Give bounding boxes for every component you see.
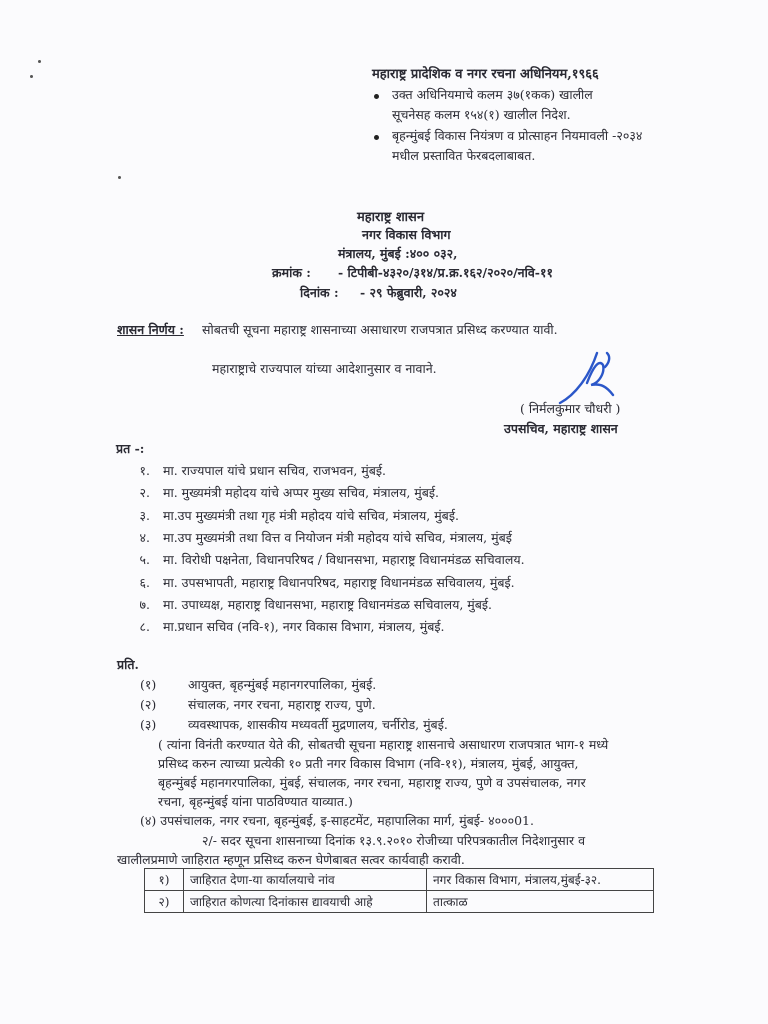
table-cell-number: २) [145,891,184,913]
copy-item-text: मा. उपसभापती, महाराष्ट्र विधानपरिषद, महाराष्ट्र विधानमंडळ सचिवालय, मुंबई. [163,574,515,590]
gov-name: महाराष्ट्र शासन [357,210,425,225]
table-cell-value: तात्काळ [427,891,654,913]
subject-bullet-2-line-1: बृहन्मुंबई विकास नियंत्रण व प्रोत्साहन नियमावली -२०३४ [392,128,643,143]
to-label: प्रति. [117,657,139,672]
table-cell-value: नगर विकास विभाग, मंत्रालय,मुंबई-३२. [427,869,654,891]
recipient-text: व्यवस्थापक, शासकीय मध्यवर्ती मुद्रणालय, चर्नीरोड, मुंबई. [188,717,448,732]
copy-item-text: मा. राज्यपाल यांचे प्रधान सचिव, राजभवन, मुंबई. [163,463,387,478]
department-name: नगर विकास विभाग [362,227,451,242]
recipient-number: (१) [140,677,157,692]
subject-title: महाराष्ट्र प्रादेशिक व नगर रचना अधिनियम,१९६६ [372,67,599,82]
note-line-1: ( त्यांना विनंती करण्यात येते की, सोबतची सूचना महाराष्ट्र शासनाचे असाधारण राजपत्रात भाग-१ मध्ये [158,737,609,752]
note-line-2: प्रसिध्द करुन त्याच्या प्रत्येकी १० प्रती नगर विकास विभाग (नवि-११), मंत्रालय, मुंबई, आयुक्त, [158,756,579,771]
decision-label: शासन निर्णय : [117,322,184,337]
recipient-number: (३) [140,717,157,732]
subject-bullet-1-line-1: उक्त अधिनियमाचे कलम ३७(१कक) खालील [392,87,593,102]
copy-item-number: ३. [139,507,150,523]
reference-label: क्रमांक : [272,265,311,280]
copy-item-number: ७. [139,596,150,612]
table-cell-label: जाहिरात कोणत्या दिनांकास द्यावयाची आहे [184,891,427,913]
reference-number: - टिपीबी-४३२०/३१४/प्र.क्र.१६२/२०२०/नवि-११ [338,265,553,280]
paragraph-2-line-1: २/- सदर सूचना शासनाच्या दिनांक १३.९.२०१० रोजीच्या परिपत्रकातील निदेशानुसार व [202,833,586,848]
copy-item-text: मा.प्रधान सचिव (नवि-१), नगर विकास विभाग, मंत्रालय, मुंबई. [163,619,445,635]
recipient-number: (२) [140,697,157,712]
copy-item-number: १. [139,463,150,478]
recipient-text: आयुक्त, बृहन्मुंबई महानगरपालिका, मुंबई. [188,677,377,692]
copy-item-number: २. [139,485,150,501]
recipient-text: संचालक, नगर रचना, महाराष्ट्र राज्य, पुणे. [188,697,376,712]
subject-bullet-1-line-2: सूचनेसह कलम १५४(१) खालील निदेश. [392,107,571,122]
table-row [145,869,654,891]
table-cell-number: १) [145,869,184,891]
copy-item-text: मा.उप मुख्यमंत्री तथा वित्त व नियोजन मंत्री महोदय यांचे सचिव, मंत्रालय, मुंबई [163,529,512,545]
subject-bullet-2-line-2: मधील प्रस्तावित फेरबदलाबाबत. [392,148,536,163]
copy-item-text: मा. विरोधी पक्षनेता, विधानपरिषद / विधानसभा, महाराष्ट्र विधानमंडळ सचिवालय. [163,552,525,568]
bullet-icon [374,135,379,140]
paragraph-2-line-2: खालीलप्रमाणे जाहिरात म्हणून प्रसिध्द करुन घेणेबाबत सत्वर कार्यवाही करावी. [117,852,465,867]
governor-order-line: महाराष्ट्राचे राज्यपाल यांच्या आदेशानुसार व नावाने. [212,361,437,376]
decision-text: सोबतची सूचना महाराष्ट्र शासनाच्या असाधारण राजपत्रात प्रसिध्द करण्यात यावी. [202,322,558,337]
signatory-name: ( निर्मलकुमार चौधरी ) [520,401,621,416]
table-cell-label: जाहिरात देणा-या कार्यालयाचे नांव [184,869,427,891]
copy-item-number: ५. [139,552,150,568]
copy-item-text: मा.उप मुख्यमंत्री तथा गृह मंत्री महोदय यांचे सचिव, मंत्रालय, मुंबई. [163,507,459,523]
copy-label: प्रत -: [116,441,145,456]
note-line-3: बृहन्मुंबई महानगरपालिका, मुंबई, संचालक, नगर रचना, महाराष्ट्र राज्य, पुणे व उपसंचालक, नगर [158,775,586,790]
copy-item-text: मा. उपाध्यक्ष, महाराष्ट्र विधानसभा, महाराष्ट्र विधानमंडळ सचिवालय, मुंबई. [163,596,493,612]
table-row [145,891,654,913]
scan-speck [118,176,121,179]
advertisement-table [144,868,654,913]
bullet-icon [374,94,379,99]
signatory-designation: उपसचिव, महाराष्ट्र शासन [504,421,618,436]
scan-speck [30,75,33,78]
copy-item-number: ८. [139,619,150,635]
department-address: मंत्रालय, मुंबई :४०० ०३२, [338,246,458,261]
date-value: - २९ फेब्रुवारी, २०२४ [360,285,457,300]
scan-speck [38,60,41,63]
date-label: दिनांक : [300,285,339,300]
recipient-4: (४) उपसंचालक, नगर रचना, बृहन्मुंबई, इ-साहटमेंट, महापालिका मार्ग, मुंबई- ४०००01. [140,813,534,828]
copy-item-text: मा. मुख्यमंत्री महोदय यांचे अप्पर मुख्य सचिव, मंत्रालय, मुंबई. [163,485,440,501]
copy-item-number: ४. [139,529,150,545]
note-line-4: रचना, बृहन्मुंबई यांना पाठविण्यात याव्यात.) [158,794,353,809]
copy-item-number: ६. [139,574,150,590]
